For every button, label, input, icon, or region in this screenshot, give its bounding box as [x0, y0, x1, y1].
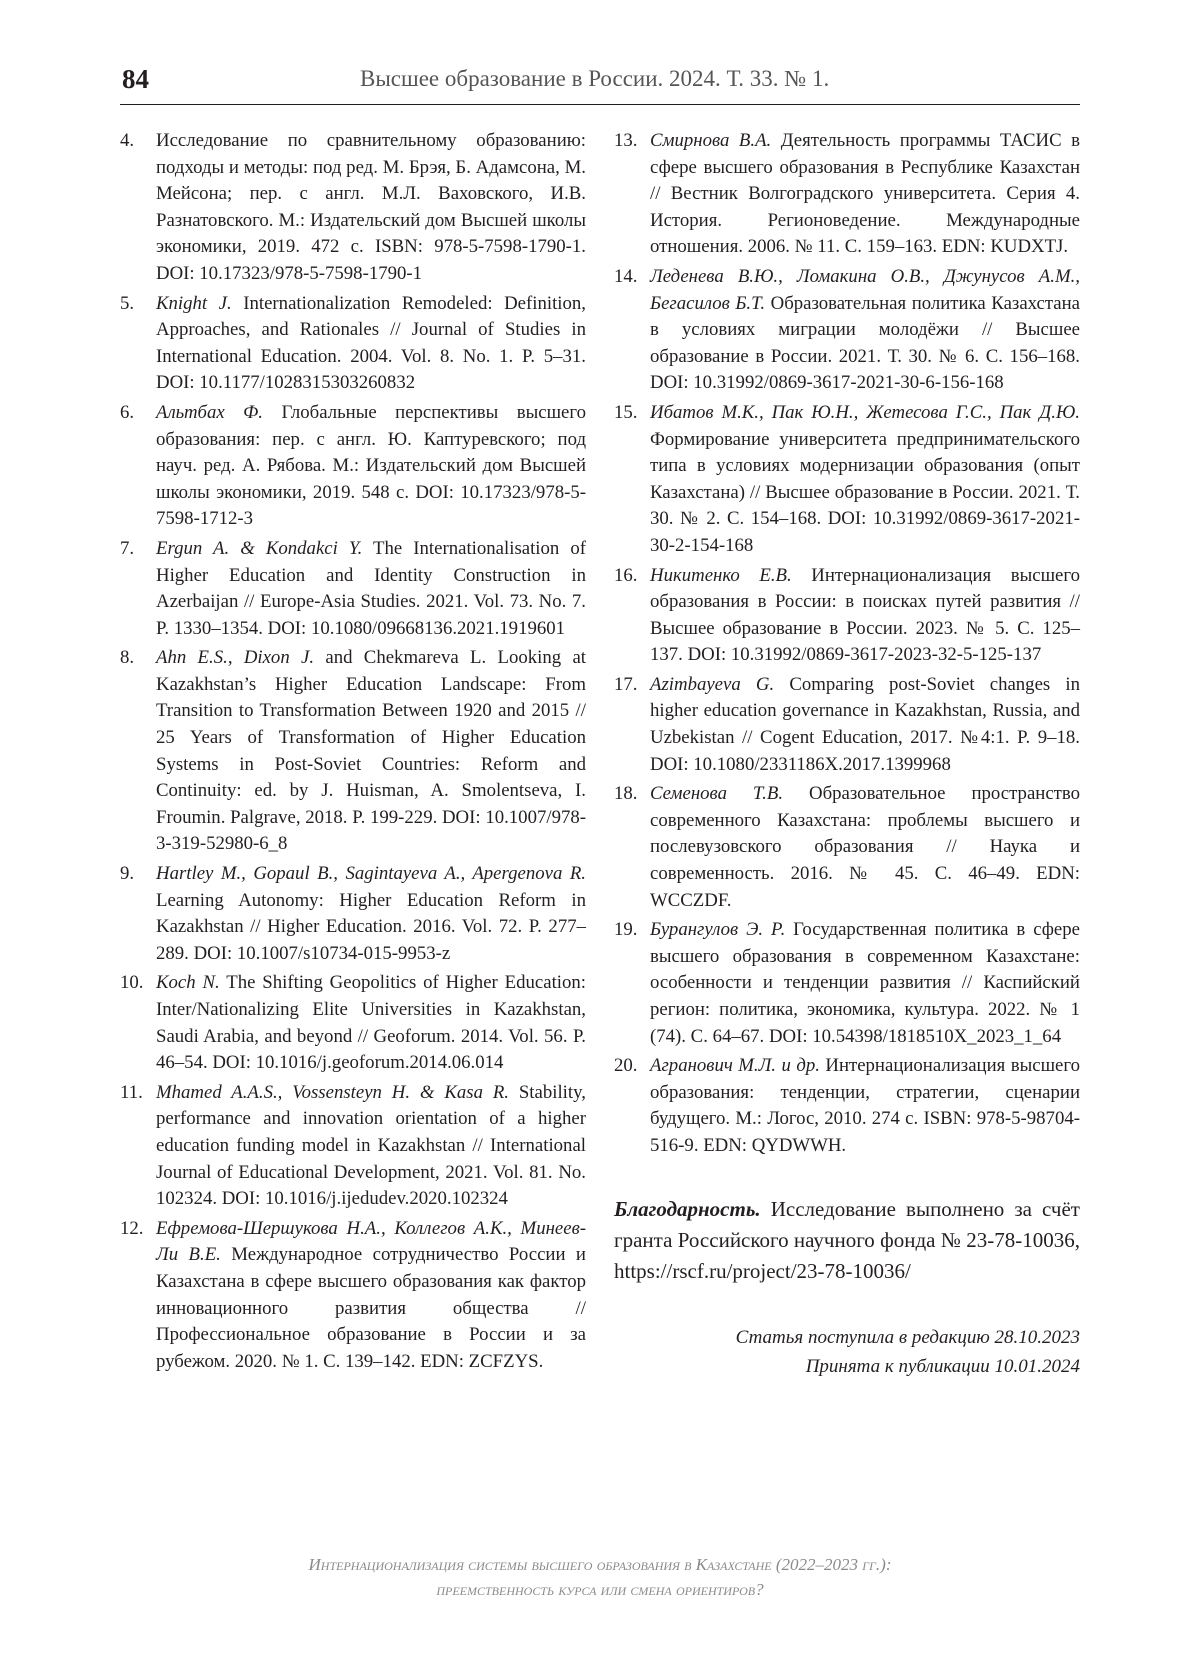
reference-text: Интернационализация высшего образования в России: в поисках путей развития // Высшее образование в России. 2023. № 5. С. 125–137. DOI: 10.31992/0869-3617-2023-32-5-125-137 — [650, 564, 1080, 666]
acknowledgement-text: Исследование выполнено за счёт гранта Российского научного фонда № 23-78-10036, https://rscf.ru/project/23-78-10036/ — [614, 1196, 1080, 1283]
reference-number: 7. — [120, 537, 135, 559]
reference-text: Международное сотрудничество России и Казахстана в сфере высшего образования как фактор инновационного развития общества // Профессиональное образование в России и за рубежом. 2020. № 1. С. 139–142. EDN: ZCFZYS. — [156, 1244, 586, 1372]
reference-number: 13. — [614, 130, 638, 151]
reference-authors: Ибатов М.К., Пак Ю.Н., Жетесова Г.С., Пак Д.Ю. — [650, 401, 1080, 423]
reference-item-16 — [614, 563, 1080, 669]
page-footer — [120, 1552, 1080, 1602]
journal-running-title: Высшее образование в России. 2024. Т. 33. № 1. — [360, 66, 830, 91]
reference-text: Глобальные перспективы высшего образования: пер. с англ. Ю. Каптуревского; под науч. ред. А. Рябова. М.: Издательский дом Высшей школы экономики, 2019. 548 с. DOI: 10.17323/978-5-7598-1712-3 — [156, 401, 586, 530]
reference-authors: Бурангулов Э. Р. — [650, 919, 786, 941]
reference-text: The Internationalisation of Higher Education and Identity Construction in Azerbaijan // Europe-Asia Studies. 2021. Vol. 73. No. 7. P. 1330–1354. DOI: 10.1080/09668136.2021.1919601 — [156, 537, 587, 639]
reference-item-20 — [614, 1053, 1080, 1159]
reference-authors: Семенова Т.В. — [650, 783, 784, 805]
reference-number: 17. — [614, 673, 638, 695]
reference-text: The Shifting Geopolitics of Higher Education: Inter/Nationalizing Elite Universities in Kazakhstan, Saudi Arabia, and beyond // Geoforum. 2014. Vol. 56. P. 46–54. DOI: 10.1016/j.geoforum.2014.06.014 — [156, 972, 587, 1074]
reference-authors: Knight J. — [156, 292, 232, 314]
reference-number: 18. — [614, 783, 638, 805]
reference-number: 10. — [120, 972, 144, 994]
reference-item-13 — [614, 128, 1080, 261]
reference-item-17 — [614, 672, 1080, 778]
reference-authors: Mhamed A.A.S., Vossensteyn H. & Kasa R. — [156, 1081, 509, 1103]
left-column — [120, 128, 586, 1378]
article-dates — [614, 1323, 1080, 1381]
reference-number: 6. — [120, 401, 135, 423]
reference-item-18 — [614, 781, 1080, 914]
reference-text: Stability, performance and innovation orientation of a higher education funding model in Kazakhstan // International Journal of Educational Development, 2021. Vol. 81. No. 102324. DOI: 10.1016/j.ijedudev.2020.102324 — [156, 1081, 586, 1210]
reference-number: 4. — [120, 130, 135, 151]
reference-authors: Агранович М.Л. и др. — [650, 1055, 820, 1077]
reference-text: Интернационализация высшего образования: тенденции, стратегии, сценарии будущего. М.: Логос, 2010. 274 с. ISBN: 978-5-98704-516-9. EDN: QYDWWH. — [650, 1055, 1080, 1156]
footer-title-line2: преемственность курса или смена ориентиров? — [436, 1580, 764, 1599]
page-number: 84 — [122, 64, 149, 94]
reference-text: Comparing post-Soviet changes in higher education governance in Kazakhstan, Russia, and Uzbekistan // Cogent Education, 2017. №4:1. P. 9–18. DOI: 10.1080/2331186X.2017.1399968 — [650, 673, 1080, 775]
reference-item-11 — [120, 1080, 586, 1213]
footer-title-line1: Интернационализация системы высшего образования в Казахстане (2022–2023 гг.): — [308, 1555, 892, 1574]
reference-item-4 — [120, 128, 586, 288]
reference-text: Learning Autonomy: Higher Education Reform in Kazakhstan // Higher Education. 2016. Vol. 72. P. 277–289. DOI: 10.1007/s10734-015-9953-z — [156, 889, 586, 964]
reference-authors: Никитенко Е.В. — [650, 564, 792, 586]
reference-number: 19. — [614, 919, 638, 941]
reference-item-15 — [614, 400, 1080, 560]
reference-text: Деятельность программы ТАСИС в сфере высшего образования в Республике Казахстан // Вестник Волгоградского университета. Серия 4. История. Регионоведение. Международные отношения. 2006. № 11. С. 159–163. EDN: KUDXTJ. — [650, 130, 1080, 258]
reference-item-14 — [614, 264, 1080, 397]
reference-list-left — [120, 128, 586, 1375]
reference-text: and Chekmareva L. Looking at Kazakhstan’s Higher Education Landscape: From Transition to Transformation Between 1920 and 2015 // 25 Years of Transformation of Higher Education Systems in Post-Soviet Countries: Reform and Continuity: ed. by J. Huisman, A. Smolentseva, I. Froumin. Palgrave, 2018. P. 199-229. DOI: 10.1007/978-3-319-52980-6_8 — [156, 647, 586, 855]
reference-number: 14. — [614, 265, 638, 287]
reference-number: 15. — [614, 401, 638, 423]
received-date: Статья поступила в редакцию 28.10.2023 — [735, 1326, 1080, 1348]
reference-authors: Azimbayeva G. — [650, 673, 775, 695]
reference-authors: Ahn E.S., Dixon J. — [156, 647, 315, 669]
reference-authors: Альтбах Ф. — [156, 401, 263, 423]
right-column — [614, 128, 1080, 1381]
page-header — [120, 60, 1080, 105]
reference-text: Образовательное пространство современного Казахстана: проблемы высшего и послевузовского образования // Наука и современность. 2016. № 45. С. 46–49. EDN: WCCZDF. — [650, 783, 1081, 911]
acknowledgement-label: Благодарность. — [614, 1196, 761, 1221]
reference-item-8 — [120, 645, 586, 858]
acknowledgement — [614, 1194, 1080, 1287]
reference-authors: Смирнова В.А. — [650, 130, 772, 151]
accepted-date: Принята к публикации 10.01.2024 — [805, 1355, 1080, 1377]
reference-item-5 — [120, 291, 586, 397]
reference-number: 12. — [120, 1217, 144, 1239]
reference-number: 20. — [614, 1055, 638, 1077]
reference-item-12 — [120, 1216, 586, 1376]
reference-number: 11. — [120, 1081, 143, 1103]
reference-text: Исследование по сравнительному образованию: подходы и методы: под ред. М. Брэя, Б. Адамсона, М. Мейсона; пер. с англ. М.Л. Ваховского, И.В. Разнатовского. М.: Издательский дом Высшей школы экономики, 2019. 472 с. ISBN: 978-5-7598-1790-1. DOI: 10.17323/978-5-7598-1790-1 — [156, 130, 586, 284]
reference-text: Образовательная политика Казахстана в условиях миграции молодёжи // Высшее образование в России. 2021. Т. 30. № 6. С. 156–168. DOI: 10.31992/0869-3617-2021-30-6-156-168 — [650, 292, 1080, 394]
reference-item-9 — [120, 861, 586, 967]
reference-authors: Ergun A. & Kondakci Y. — [156, 537, 363, 559]
reference-number: 16. — [614, 564, 638, 586]
reference-item-7 — [120, 536, 586, 642]
reference-text: Государственная политика в сфере высшего образования в современном Казахстане: особенности и тенденции развития // Каспийский регион: политика, экономика, культура. 2022. № 1 (74). С. 64–67. DOI: 10.54398/1818510X_2023_1_64 — [650, 919, 1080, 1047]
reference-authors: Леденева В.Ю., Ломакина О.В., Джунусов А.М., Бегасилов Б.Т. — [650, 265, 1080, 314]
reference-number: 5. — [120, 292, 135, 314]
reference-number: 8. — [120, 647, 135, 669]
reference-item-10 — [120, 970, 586, 1076]
reference-item-6 — [120, 400, 586, 533]
reference-number: 9. — [120, 863, 135, 885]
reference-text: Формирование университета предпринимательского типа в условиях модернизации образования (опыт Казахстана) // Высшее образование в России. 2021. Т. 30. № 2. С. 154–168. DOI: 10.31992/0869-3617-2021-30-2-154-168 — [650, 428, 1080, 556]
reference-list-right — [614, 128, 1080, 1160]
reference-item-19 — [614, 917, 1080, 1050]
reference-authors: Hartley M., Gopaul B., Sagintayeva A., Apergenova R. — [156, 863, 586, 885]
reference-authors: Ефремова-Шершукова Н.А., Коллегов А.К., Минеев-Ли В.Е. — [156, 1217, 586, 1266]
reference-authors: Koch N. — [156, 972, 220, 994]
reference-text: Internationalization Remodeled: Definition, Approaches, and Rationales // Journal of Studies in International Education. 2004. Vol. 8. No. 1. P. 5–31. DOI: 10.1177/1028315303260832 — [156, 292, 586, 394]
